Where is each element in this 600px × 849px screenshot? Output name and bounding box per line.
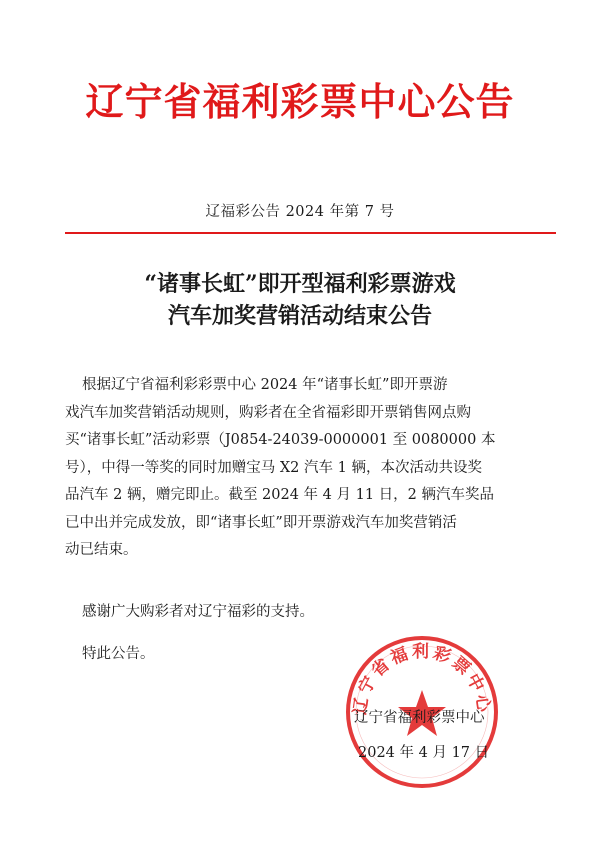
- thanks-text: 感谢广大购彩者对辽宁福彩的支持。: [82, 604, 314, 620]
- announcement-body: [65, 372, 552, 565]
- announcement-title-line1: “诸事长虹”即开型福利彩票游戏: [144, 271, 456, 297]
- body-line: 买“诸事长虹”活动彩票（J0854-24039-0000001 至 0080000 本: [65, 432, 496, 448]
- document-number: 辽福彩公告 2024 年第 7 号: [205, 204, 395, 220]
- body-line: 戏汽车加奖营销活动规则，购彩者在全省福彩即开票销售网点购: [65, 404, 471, 421]
- announcement-title: [0, 268, 600, 332]
- closing-text: 特此公告。: [82, 646, 155, 662]
- header-title: 辽宁省福利彩票中心公告: [85, 79, 515, 124]
- body-line: 号），中得一等奖的同时加赠宝马 X2 汽车 1 辆，本次活动共设奖: [65, 459, 482, 476]
- body-line: 根据辽宁省福利彩彩票中心 2024 年“诸事长虹”即开票游: [82, 377, 448, 393]
- announcement-title-line2: 汽车加奖营销活动结束公告: [167, 303, 432, 329]
- body-line: 已中出并完成发放，即“诸事长虹”即开票游戏汽车加奖营销活: [65, 514, 457, 531]
- issue-date: 2024 年 4 月 17 日: [358, 745, 490, 761]
- seal-text: 辽宁省福利彩票中心: [350, 642, 494, 717]
- red-divider: [65, 232, 556, 234]
- issuer-signature: 辽宁省福利彩票中心: [354, 710, 485, 726]
- body-line: 品汽车 2 辆，赠完即止。截至 2024 年 4 月 11 日，2 辆汽车奖品: [65, 487, 495, 503]
- body-line: 动已结束。: [65, 542, 138, 558]
